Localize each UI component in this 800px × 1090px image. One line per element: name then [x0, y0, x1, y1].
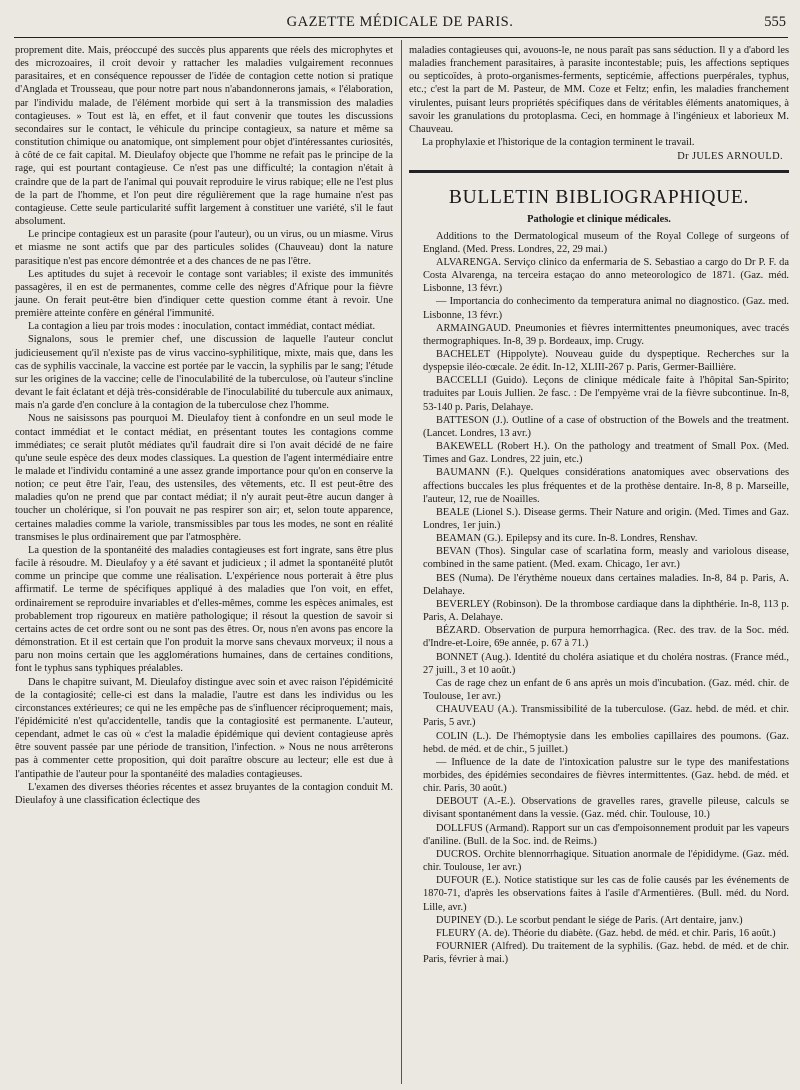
bibliography-entry: BACHELET (Hippolyte). Nouveau guide du dyspeptique. Recherches sur la dyspepsie iléo-cœcale. 2e édit. In-12, XLIII-267 p. Paris, Germer-Baillière.: [423, 348, 789, 374]
bibliography-entry: BEALE (Lionel S.). Disease germs. Their Nature and origin. (Med. Times and Gaz. Londres, 1er juin.): [423, 506, 789, 531]
bibliography-entry: ARMAINGAUD. Pneumonies et fièvres intermittentes pneumoniques, avec tracés thermographiques. In-8, 39 p. Bordeaux, imp. Crugy.: [423, 322, 789, 347]
paragraph: Signalons, sous le premier chef, une discussion de laquelle l'auteur conclut judicieusement qu'il n'existe pas de virus vaccino-syphilitique, mixte, mais que, dans les cas de syphilis vaccinale, la vaccine est portée par le vaccin, la syphilis par le sang; l'étude sur les origines de la vaccine; celle de l'inoculabilité de la tuberculose, où l'auteur s'incline devant le fait éclatant et déjà très-considérable de l'inoculabilité du tubercule aux animaux, mais n'a garde d'en conclure à la contagion de la tuberculose chez l'homme.: [15, 334, 393, 412]
bibliography-entry: DEBOUT (A.-E.). Observations de gravelles rares, gravelle pileuse, calculs se divisant spontanément dans la vessie. (Gaz. méd. chir. Toulouse, 10.): [423, 796, 789, 821]
bibliography-entry: — Influence de la date de l'intoxication palustre sur le type des manifestations morbides, des épidémies secondaires de fièvres intermittentes. (Gaz. hebd. de méd. et chir. Paris, 30 août.): [423, 756, 789, 795]
bibliography-entry: BONNET (Aug.). Identité du choléra asiatique et du choléra nostras. (France méd., 27 juill., 3 et 10 août.): [423, 651, 789, 676]
header-rule: [14, 37, 788, 38]
paragraph: Dans le chapitre suivant, M. Dieulafoy distingue avec soin et avec raison l'épidémicité de la contagiosité; celle-ci est dans la maladie, l'autre est dans les individus ou les circonstances extérieures; ce qui ne les empêche pas de s'influencer réciproquement; mais, l'épidémicité n'est qu'accidentelle, tandis que la contagiosité est permanente. L'auteur, cependant, admet le cas où « c'est la maladie épidémique qui devient contagieuse après être souvent passée par une période de transition, l'infection. » Nous ne nous arrêterons pas à commenter cette proposition, qui doit paraître obscure au lecteur; elle est due à l'antipathie de l'auteur pour la spontanéité des maladies contagieuses.: [15, 676, 393, 780]
left-column: [15, 44, 393, 807]
bibliography-entry: DUCROS. Orchite blennorrhagique. Situation anormale de l'épididyme. (Gaz. méd. chir. Toulouse, 1er avr.): [423, 848, 789, 874]
journal-title: GAZETTE MÉDICALE DE PARIS.: [286, 14, 514, 30]
bibliography-list: [409, 230, 789, 967]
paragraph: Le principe contagieux est un parasite (pour l'auteur), ou un virus, ou un miasme. Virus et miasme ne sont actifs que par des particules solides (Chauveau) dont la nature parasitique n'est pas encore démontrée et a des chances de ne pas l'être.: [15, 229, 393, 267]
page-number: 555: [764, 14, 786, 30]
bibliography-entry: FOURNIER (Alfred). Du traitement de la syphilis. (Gaz. hebd. de méd. et de chir. Paris, février à mai.): [423, 941, 789, 966]
section-rule: [409, 170, 789, 173]
paragraph: Nous ne saisissons pas pourquoi M. Dieulafoy tient à confondre en un seul mode le contact immédiat et le contact médiat, en présentant toutes les contagions comme immédiates; ce serait plutôt médiates qu'il faudrait dire si l'on avait décidé de ne faire qu'une seule espèce des deux modes classiques. La question de l'agent intermédiaire entre le malade et l'individu contaminé a une assez grande importance pour qu'on en conserve la notion; ce peut être l'air, l'eau, des ustensiles, des vêtements, etc. Il est peut-être des maladies qu'on ne prend que par contact médiat; il n'y aurait peut-être aucun danger à toucher un cholérique, si l'on pouvait ne pas respirer son air; et, selon toute apparence, certaines maladies comme la variole, transmissibles par tous les modes, ne sont en réalité transmises le plus ordinairement que par l'atmosphère.: [15, 413, 393, 543]
bibliography-entry: DUPINEY (D.). Le scorbut pendant le siége de Paris. (Art dentaire, janv.): [436, 914, 743, 926]
bibliography-entry: — Importancia do conhecimento da temperatura animal no diagnostico. (Gaz. med. Lisbonne, 13 févr.): [423, 296, 789, 321]
bibliography-entry: ALVARENGA. Serviço clinico da enfermaria de S. Sebastiao a cargo do Dr P. F. da Costa Alvarenga, na terceira estaçao do anno meteorologico de 1871. (Gaz. méd. Lisbonne, 13 févr.): [423, 256, 789, 295]
bibliography-entry: DOLLFUS (Armand). Rapport sur un cas d'empoisonnement produit par les vapeurs d'aniline. (Bull. de la Soc. ind. de Reims.): [423, 822, 789, 847]
paragraph: proprement dite. Mais, préoccupé des succès plus apparents que réels des microphytes et des microzoaires, il croit devoir y rattacher les maladies vulgairement reconnues parasitaires, et en conséquence repousser de l'idée de contagion cette notion si pratique d'Anglada et Trousseau, que pour notre part nous n'abandonnerons jamais, « l'élaboration, par l'individu malade, de l'élément morbide qui sert à la transmission des maladies contagieuses. » Tout est là, en effet, et il faut convenir que toutes les discussions secondaires sur le contact, le véhicule du principe contagieux, sa nature et même sa constitution chimique ou anatomique, ont simplement pour objet d'intéressantes curiosités, à côté de ce fait capital. M. Dieulafoy objecte que l'homme ne refait pas le principe de la rage, qui est pourtant contagieuse. Ce n'est pas une difficulté; la contagion n'était à craindre que de la part de l'animal qui pouvait reproduire le virus rabique; elle ne l'est plus de la part de l'homme, et l'on peut dire régulièrement que la rage humaine n'est pas contagieuse. Cette seule particularité suffit largement à constituer une variété, s'il le faut absolument.: [15, 45, 393, 228]
paragraph: La question de la spontanéité des maladies contagieuses est fort ingrate, sans être plus facile à résoudre. M. Dieulafoy y a été savant et judicieux ; il admet la spontanéité plutôt comme un principe que comme une réalisation. L'expérience nous porterait à être plus affirmatif. Le terme de spécifiques appliqué à des maladies que l'on voit, en effet, ordinairement se reproduire invariables et d'elles-mêmes, comme les espèces animales, est probablement trop rigoureux en matière pathologique; il résout la question de savoir si certains actes de cet ordre sont ou ne sont pas des êtres. Or, nous n'en avons pas encore la démonstration. Et il est certain que l'on produit la morve sans chevaux morveux; il nous a paru non moins certain que les agglomérations humaines, dans de certaines conditions, font le typhus sans typhiques préalables.: [15, 544, 393, 675]
paragraph: Les aptitudes du sujet à recevoir le contage sont variables; il existe des immunités passagères, il en est de permanentes, comme celle des nègres d'Afrique pour la fièvre jaune. On ferait peut-être bien d'indiquer cette question comme étant à revoir. Une première atteinte confère en général l'immunité.: [15, 268, 393, 320]
bibliography-entry: BEVERLEY (Robinson). De la thrombose cardiaque dans la diphthérie. In-8, 113 p. Paris, A. Delahaye.: [423, 598, 789, 624]
bibliography-entry: BAUMANN (F.). Quelques considérations anatomiques avec observations des affections buccales les plus fréquentes et de la prothèse dentaire. In-8, 8 p. Marseille, l'auteur, 12, rue de Noailles.: [423, 467, 789, 505]
running-header: [0, 14, 800, 38]
bibliography-entry: FLEURY (A. de). Théorie du diabète. (Gaz. hebd. de méd. et chir. Paris, 16 août.): [436, 927, 776, 939]
bibliography-entry: BEVAN (Thos). Singular case of scarlatina form, measly and variolous disease, combined in the same patient. (Med. exam. Chicago, 1er avr.): [423, 546, 789, 571]
author-signature: [409, 150, 783, 163]
bibliography-entry: Additions to the Dermatological museum of the Royal College of surgeons of England. (Med. Press. Londres, 22, 29 mai.): [423, 230, 789, 255]
bibliography-entry: Cas de rage chez un enfant de 6 ans après un mois d'incubation. (Gaz. méd. chir. de Toulouse, 1er avr.): [423, 677, 789, 703]
bibliography-entry: BES (Numa). De l'érythème noueux dans certaines maladies. In-8, 84 p. Paris, A. Delahaye.: [423, 572, 789, 597]
bibliography-entry: BAKEWELL (Robert H.). On the pathology and treatment of Small Pox. (Med. Times and Gaz. Londres, 22 juin, etc.): [423, 441, 789, 466]
bibliography-entry: BEAMAN (G.). Epilepsy and its cure. In-8. Londres, Renshav.: [436, 533, 698, 545]
bibliography-entry: BACCELLI (Guido). Leçons de clinique médicale faite à l'hôpital San-Spirito; traduites par Louis Jullien. 2e fasc. : De l'empyème vrai de la fièvre subcontinue. In-8, 53-140 p. Paris, Delahaye.: [423, 375, 789, 413]
bibliography-entry: BATTESON (J.). Outline of a case of obstruction of the Bowels and the treatment. (Lancet. Londres, 13 avr.): [423, 414, 789, 439]
paragraph: La contagion a lieu par trois modes : inoculation, contact immédiat, contact médiat.: [28, 321, 376, 333]
paragraph: maladies contagieuses qui, avouons-le, ne nous paraît pas sans séduction. Il y a d'abord les maladies franchement parasitaires, à parasite incontestable; puis, les affections septiques ou septicoïdes, à proto-organismes-ferments, septicémie, affections puerpérales, typhus, etc.; c'est la part de M. Pasteur, de MM. Coze et Feltz; enfin, les maladies franchement virulentes, puisant leurs propriétés spécifiques dans de véritables éléments anatomiques, à savoir les granulations du protoplasma. Ceci, en hommage à l'ingénieux et laborieux M. Chauveau.: [409, 45, 789, 135]
signature-text: Dr JULES ARNOULD.: [677, 151, 783, 163]
bibliography-entry: BÉZARD. Observation de purpura hemorrhagica. (Rec. des trav. de la Soc. méd. d'Indre-et-Loire, 69e année, p. 67 à 71.): [423, 625, 789, 650]
bulletin-subtitle: Pathologie et clinique médicales.: [527, 214, 671, 226]
bibliography-entry: DUFOUR (E.). Notice statistique sur les cas de folie causés par les événements de 1870-71, d'après les observations faites à l'asile d'Armentières. (Bull. méd. du Nord. Lille, avr.): [423, 875, 789, 913]
bibliography-entry: CHAUVEAU (A.). Transmissibilité de la tuberculose. (Gaz. hebd. de méd. et chir. Paris, 5 avr.): [423, 704, 789, 729]
right-column: [409, 44, 789, 966]
column-divider: [401, 40, 402, 1084]
bibliography-entry: COLIN (L.). De l'hémoptysie dans les embolies capillaires des poumons. (Gaz. hebd. de méd. et de chir., 5 juillet.): [423, 730, 789, 755]
paragraph: L'examen des diverses théories récentes et assez bruyantes de la contagion conduit M. Dieulafoy à une classification éclectique des: [15, 781, 393, 806]
paragraph: La prophylaxie et l'historique de la contagion terminent le travail.: [422, 137, 695, 149]
bulletin-title: BULLETIN BIBLIOGRAPHIQUE.: [448, 187, 750, 209]
